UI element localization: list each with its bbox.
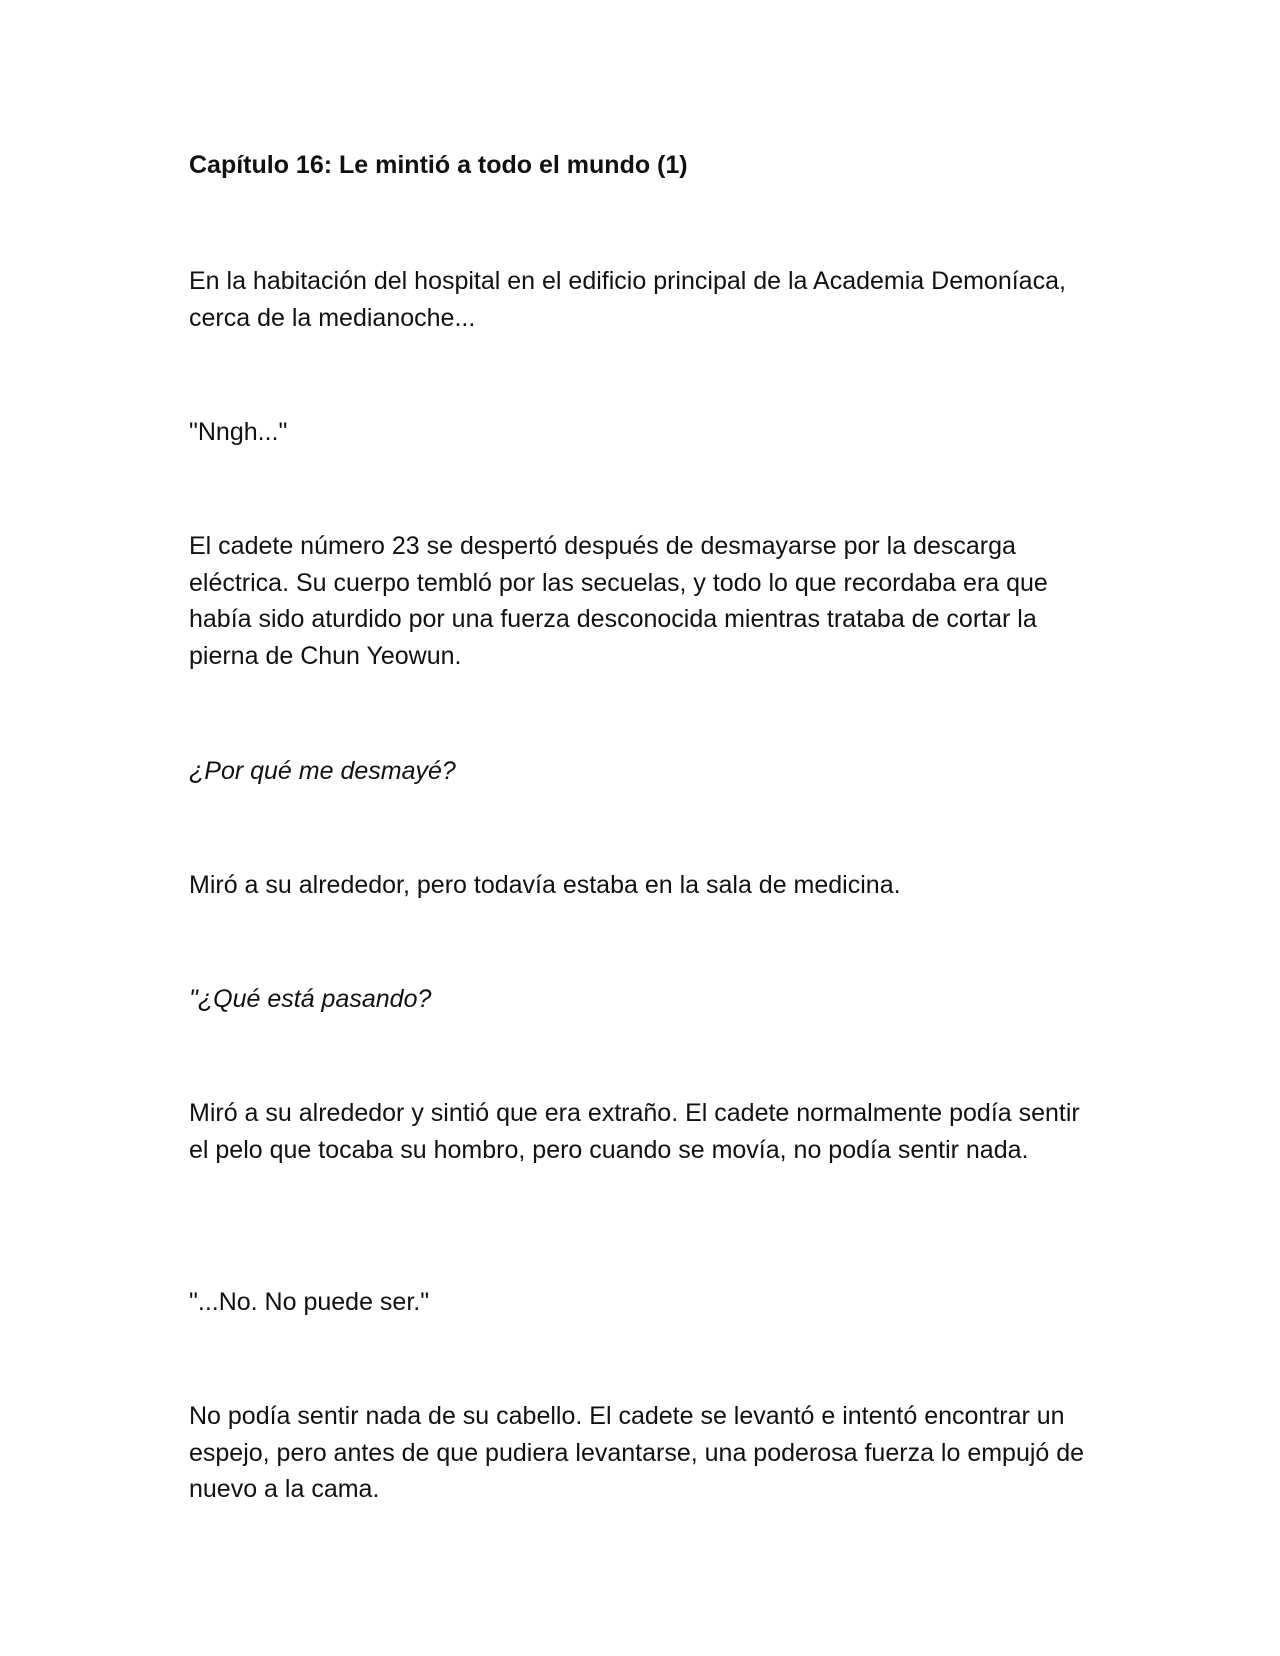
- paragraph-6: "¿Qué está pasando?: [189, 985, 432, 1013]
- chapter-title: Capítulo 16: Le mintió a todo el mundo (1): [189, 151, 688, 179]
- paragraph-1: En la habitación del hospital en el edificio principal de la Academia Demoníaca, cerca de la medianoche...: [189, 267, 1066, 332]
- paragraph-2: "Nngh...": [189, 418, 288, 446]
- paragraph-5: Miró a su alrededor, pero todavía estaba en la sala de medicina.: [189, 871, 901, 899]
- paragraph-7: Miró a su alrededor y sintió que era extraño. El cadete normalmente podía sentir el pelo que tocaba su hombro, pero cuando se movía, no podía sentir nada.: [189, 1099, 1080, 1164]
- paragraph-3: El cadete número 23 se despertó después de desmayarse por la descarga eléctrica. Su cuerpo tembló por las secuelas, y todo lo que recordaba era que había sido aturdido por una fuerza desconocida mientras trataba de cortar la pierna de Chun Yeowun.: [189, 532, 1048, 670]
- paragraph-8: "...No. No puede ser.": [189, 1288, 430, 1316]
- paragraph-9: No podía sentir nada de su cabello. El cadete se levantó e intentó encontrar un espejo, pero antes de que pudiera levantarse, una poderosa fuerza lo empujó de nuevo a la cama.: [189, 1402, 1085, 1503]
- paragraph-4: ¿Por qué me desmayé?: [189, 757, 456, 785]
